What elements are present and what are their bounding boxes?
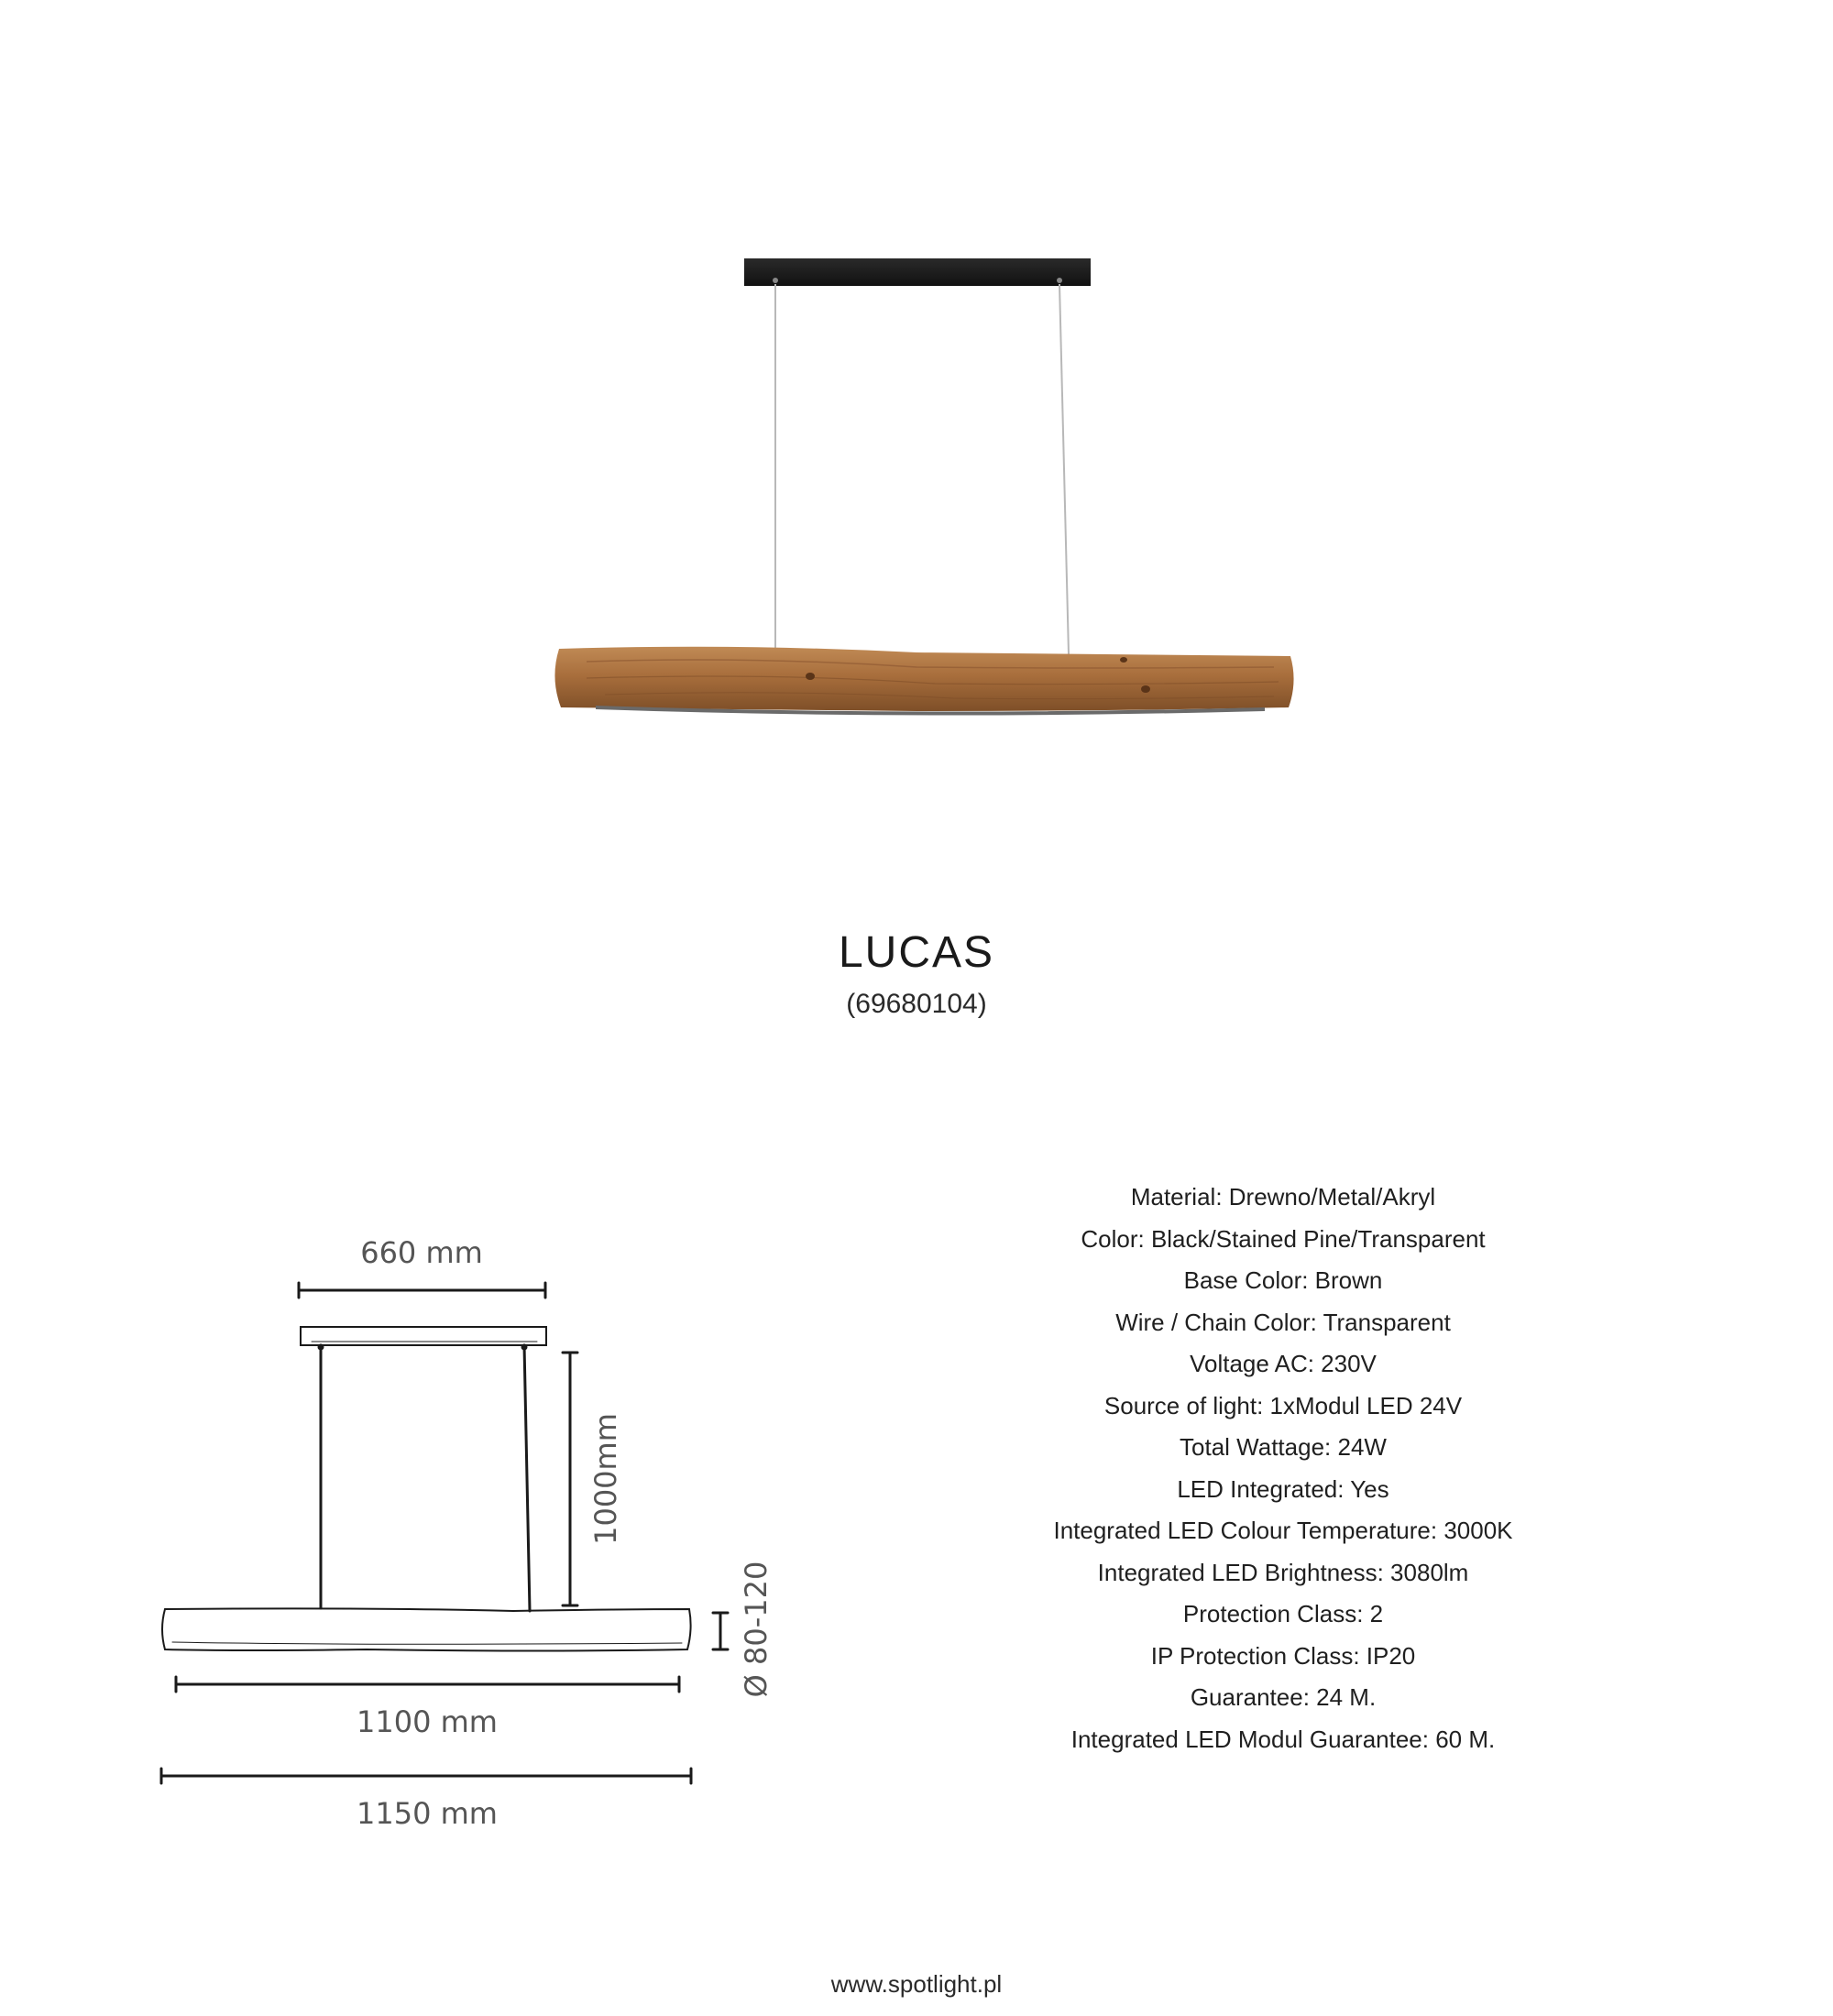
dimension-drawing: [0, 1191, 916, 1851]
total-length-dimension-line: [161, 1769, 691, 1783]
website-link[interactable]: www.spotlight.pl: [830, 1970, 1003, 1998]
spec-item: Total Wattage: 24W: [1180, 1433, 1387, 1461]
spec-item: Guarantee: 24 M.: [1190, 1683, 1377, 1711]
wooden-beam: [554, 647, 1293, 716]
height-label: 1000mm: [588, 1413, 623, 1545]
wire-outline: [318, 1344, 530, 1611]
spec-item: IP Protection Class: IP20: [1150, 1641, 1416, 1670]
title-block: [0, 926, 1833, 1023]
inner-length-label: 1100 mm: [357, 1704, 498, 1739]
spec-item: Integrated LED Colour Temperature: 3000K: [1053, 1517, 1513, 1544]
top-width-label: 660 mm: [360, 1235, 483, 1270]
suspension-wires: [775, 284, 1069, 654]
canopy: [744, 258, 1091, 286]
product-photo: [0, 0, 1833, 825]
inner-length-dimension-line: [176, 1677, 679, 1692]
spec-item: LED Integrated: Yes: [1177, 1474, 1389, 1503]
beam-outline: [162, 1608, 691, 1650]
diameter-label: Ø 80-120: [739, 1561, 774, 1698]
height-dimension-line: [563, 1353, 577, 1605]
spec-item: Color: Black/Stained Pine/Transparent: [1081, 1224, 1486, 1253]
spec-item: Protection Class: 2: [1182, 1600, 1384, 1627]
top-width-dimension-line: [299, 1283, 545, 1298]
product-name: LUCAS: [838, 928, 995, 977]
spec-item: Wire / Chain Color: Transparent: [1115, 1308, 1451, 1336]
total-length-label: 1150 mm: [357, 1796, 498, 1831]
spec-item: Source of light: 1xModul LED 24V: [1103, 1391, 1463, 1419]
spec-item: Base Color: Brown: [1183, 1266, 1383, 1294]
spec-item: Material: Drewno/Metal/Akryl: [1130, 1183, 1436, 1211]
spec-item: Voltage AC: 230V: [1190, 1350, 1377, 1377]
spec-item: Integrated LED Brightness: 3080lm: [1097, 1558, 1469, 1586]
product-code: (69680104): [846, 989, 987, 1019]
spec-list: [916, 1177, 1650, 1760]
canopy-outline: [301, 1327, 546, 1345]
diameter-dimension-line: [713, 1613, 728, 1649]
spec-item: Integrated LED Modul Guarantee: 60 M.: [1070, 1725, 1496, 1753]
